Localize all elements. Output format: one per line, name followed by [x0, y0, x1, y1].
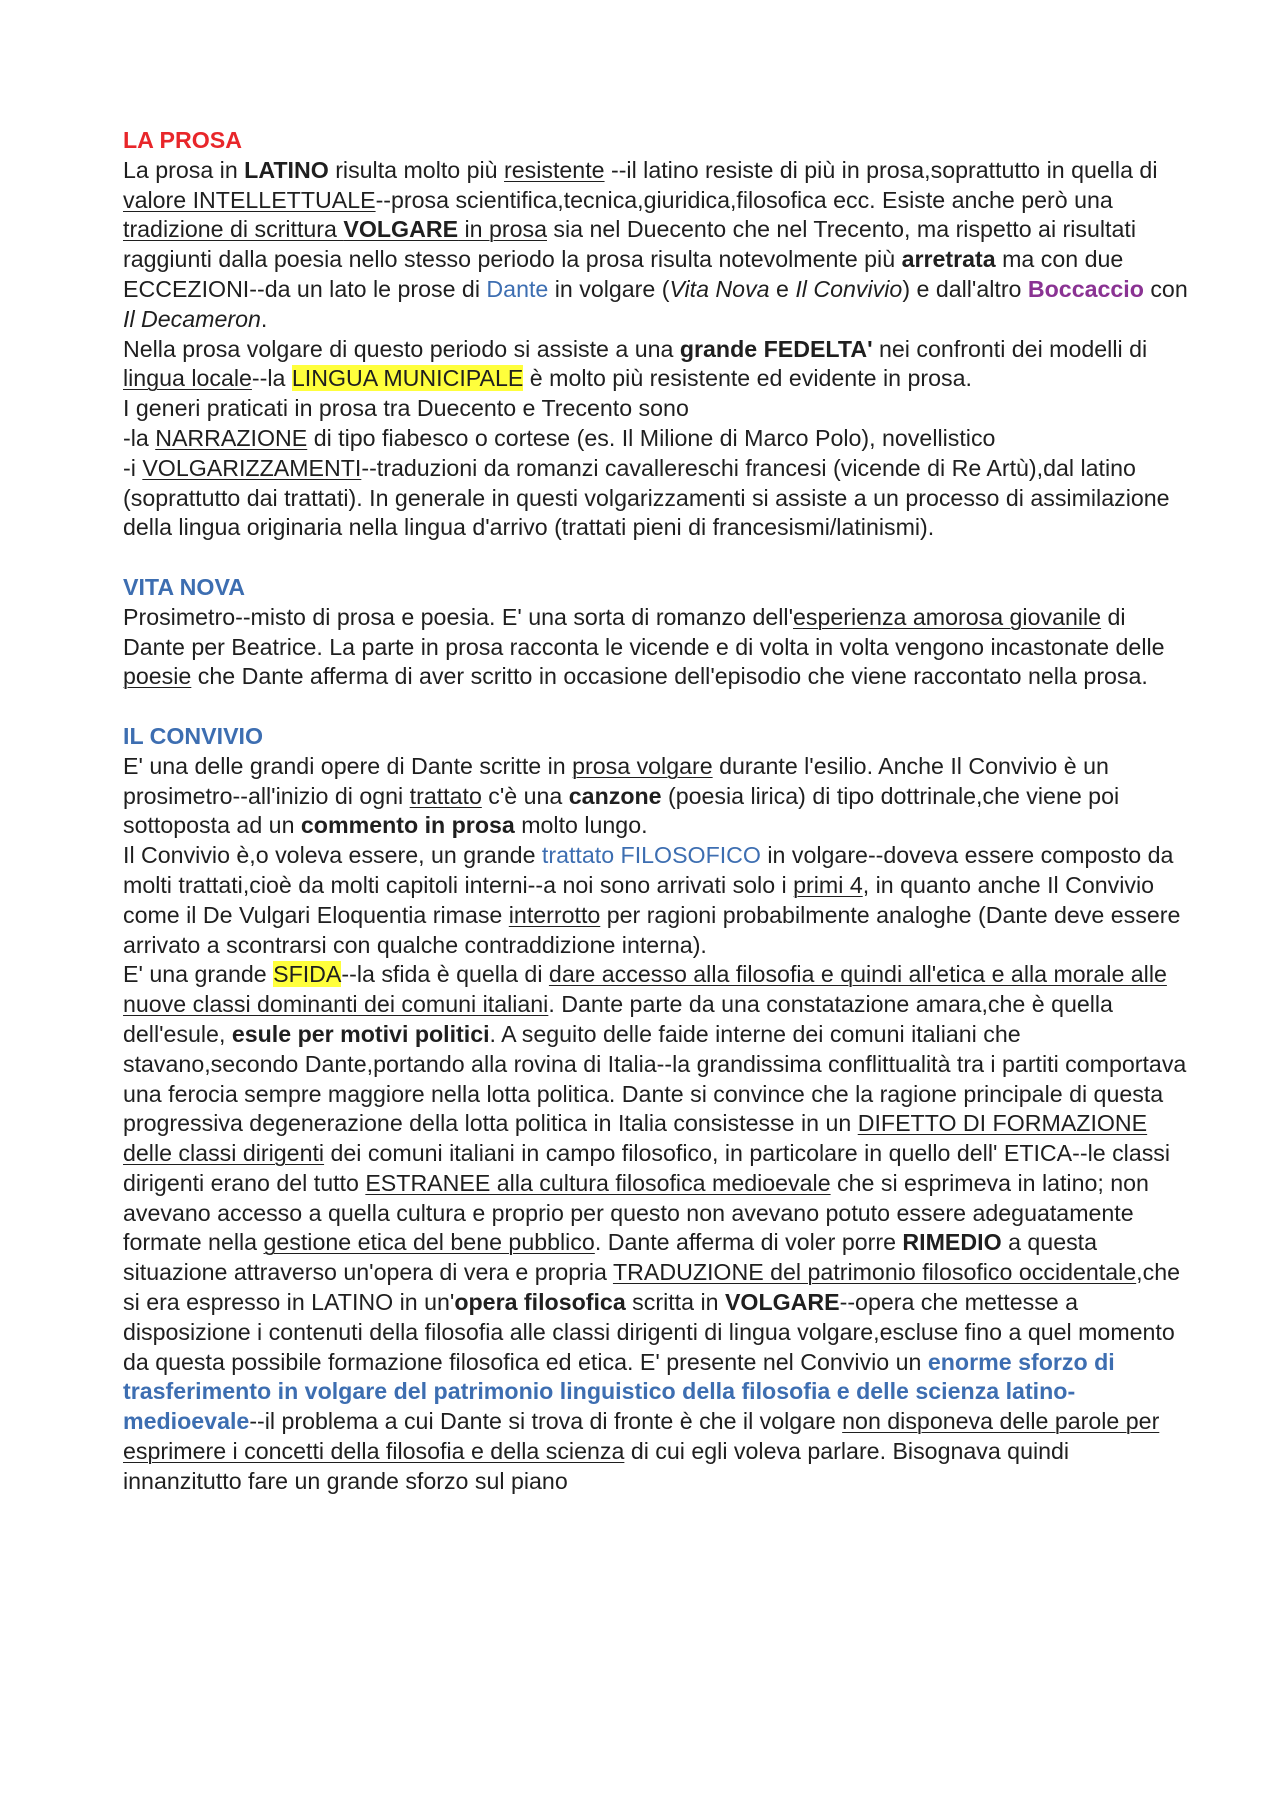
paragraph-prosa-volgare: Nella prosa volgare di questo periodo si assiste a una grande FEDELTA' nei confronti dei modelli di lingua locale--la LINGUA MUNICIPALE è molto più resistente ed evidente in prosa.: [123, 335, 1148, 392]
section-title-il-convivio: IL CONVIVIO: [123, 722, 264, 749]
paragraph-convivio-intro: E' una delle grandi opere di Dante scritte in prosa volgare durante l'esilio. Anche Il Convivio è un prosimetro--all'inizio di ogni trattato c'è una canzone (poesia lirica) di tipo dottrinale,che viene poi sottoposta ad un commento in prosa molto lungo.: [123, 752, 1120, 839]
paragraph-vita-nova: Prosimetro--misto di prosa e poesia. E' una sorta di romanzo dell'esperienza amorosa giovanile di Dante per Beatrice. La parte in prosa racconta le vicende e di volta in volta vengono incastonate delle poesie che Dante afferma di aver scritto in occasione dell'episodio che viene raccontato nella prosa.: [123, 603, 1165, 690]
paragraph-generi: I generi praticati in prosa tra Duecento e Trecento sono: [123, 395, 689, 422]
list-item-narrazione: -la NARRAZIONE di tipo fiabesco o cortese (es. Il Milione di Marco Polo), novellistico: [123, 424, 996, 451]
section-title-vita-nova: VITA NOVA: [123, 573, 245, 600]
document-page: [123, 126, 1193, 1497]
list-item-volgarizzamenti: -i VOLGARIZZAMENTI--traduzioni da romanzi cavallereschi francesi (vicende di Re Artù),dal latino (soprattutto dai trattati). In generale in questi volgarizzamenti si assiste a un processo di assimilazione della lingua originaria nella lingua d'arrivo (trattati pieni di francesismi/latinismi).: [123, 454, 1170, 541]
paragraph-convivio-sfida: E' una grande SFIDA--la sfida è quella di dare accesso alla filosofia e quindi all'etica e alla morale alle nuove classi dominanti dei comuni italiani. Dante parte da una constatazione amara,che è quella dell'esule, esule per motivi politici. A seguito delle faide interne dei comuni italiani che stavano,secondo Dante,portando alla rovina di Italia--la grandissima conflittualità tra i partiti comportava una ferocia sempre maggiore nella lotta politica. Dante si convince che la ragione principale di questa progressiva degenerazione della lotta politica in Italia consistesse in un DIFETTO DI FORMAZIONE delle classi dirigenti dei comuni italiani in campo filosofico, in particolare in quello dell' ETICA--le classi dirigenti erano del tutto ESTRANEE alla cultura filosofica medioevale che si esprimeva in latino; non avevano accesso a quella cultura e proprio per questo non avevano potuto essere adeguatamente formate nella gestione etica del bene pubblico. Dante afferma di voler porre RIMEDIO a questa situazione attraverso un'opera di vera e propria TRADUZIONE del patrimonio filosofico occidentale,che si era espresso in LATINO in un'opera filosofica scritta in VOLGARE--opera che mettesse a disposizione i contenuti della filosofia alle classi dirigenti di lingua volgare,escluse fino a quel momento da questa possibile formazione filosofica ed etica. E' presente nel Convivio un enorme sforzo di trasferimento in volgare del patrimonio linguistico della filosofia e delle scienza latino-medioevale--il problema a cui Dante si trova di fronte è che il volgare non disponeva delle parole per esprimere i concetti della filosofia e della scienza di cui egli voleva parlare. Bisognava quindi innanzitutto fare un grande sforzo sul piano: [123, 961, 1187, 1494]
paragraph-prosa-latino: La prosa in LATINO risulta molto più resistente --il latino resiste di più in prosa,soprattutto in quella di valore INTELLETTUALE--prosa scientifica,tecnica,giuridica,filosofica ecc. Esiste anche però una tradizione di scrittura VOLGARE in prosa sia nel Duecento che nel Trecento, ma rispetto ai risultati raggiunti dalla poesia nello stesso periodo la prosa risulta notevolmente più arretrata ma con due ECCEZIONI--da un lato le prose di Dante in volgare (Vita Nova e Il Convivio) e dall'altro Boccaccio con Il Decameron.: [123, 156, 1188, 332]
section-title-la-prosa: LA PROSA: [123, 127, 242, 153]
spacer: [123, 692, 1193, 722]
spacer: [123, 543, 1193, 573]
paragraph-convivio-trattato: Il Convivio è,o voleva essere, un grande trattato FILOSOFICO in volgare--doveva essere composto da molti trattati,cioè da molti capitoli interni--a noi sono arrivati solo i primi 4, in quanto anche Il Convivio come il De Vulgari Eloquentia rimase interrotto per ragioni probabilmente analoghe (Dante deve essere arrivato a scontrarsi con qualche contraddizione interna).: [123, 842, 1181, 958]
